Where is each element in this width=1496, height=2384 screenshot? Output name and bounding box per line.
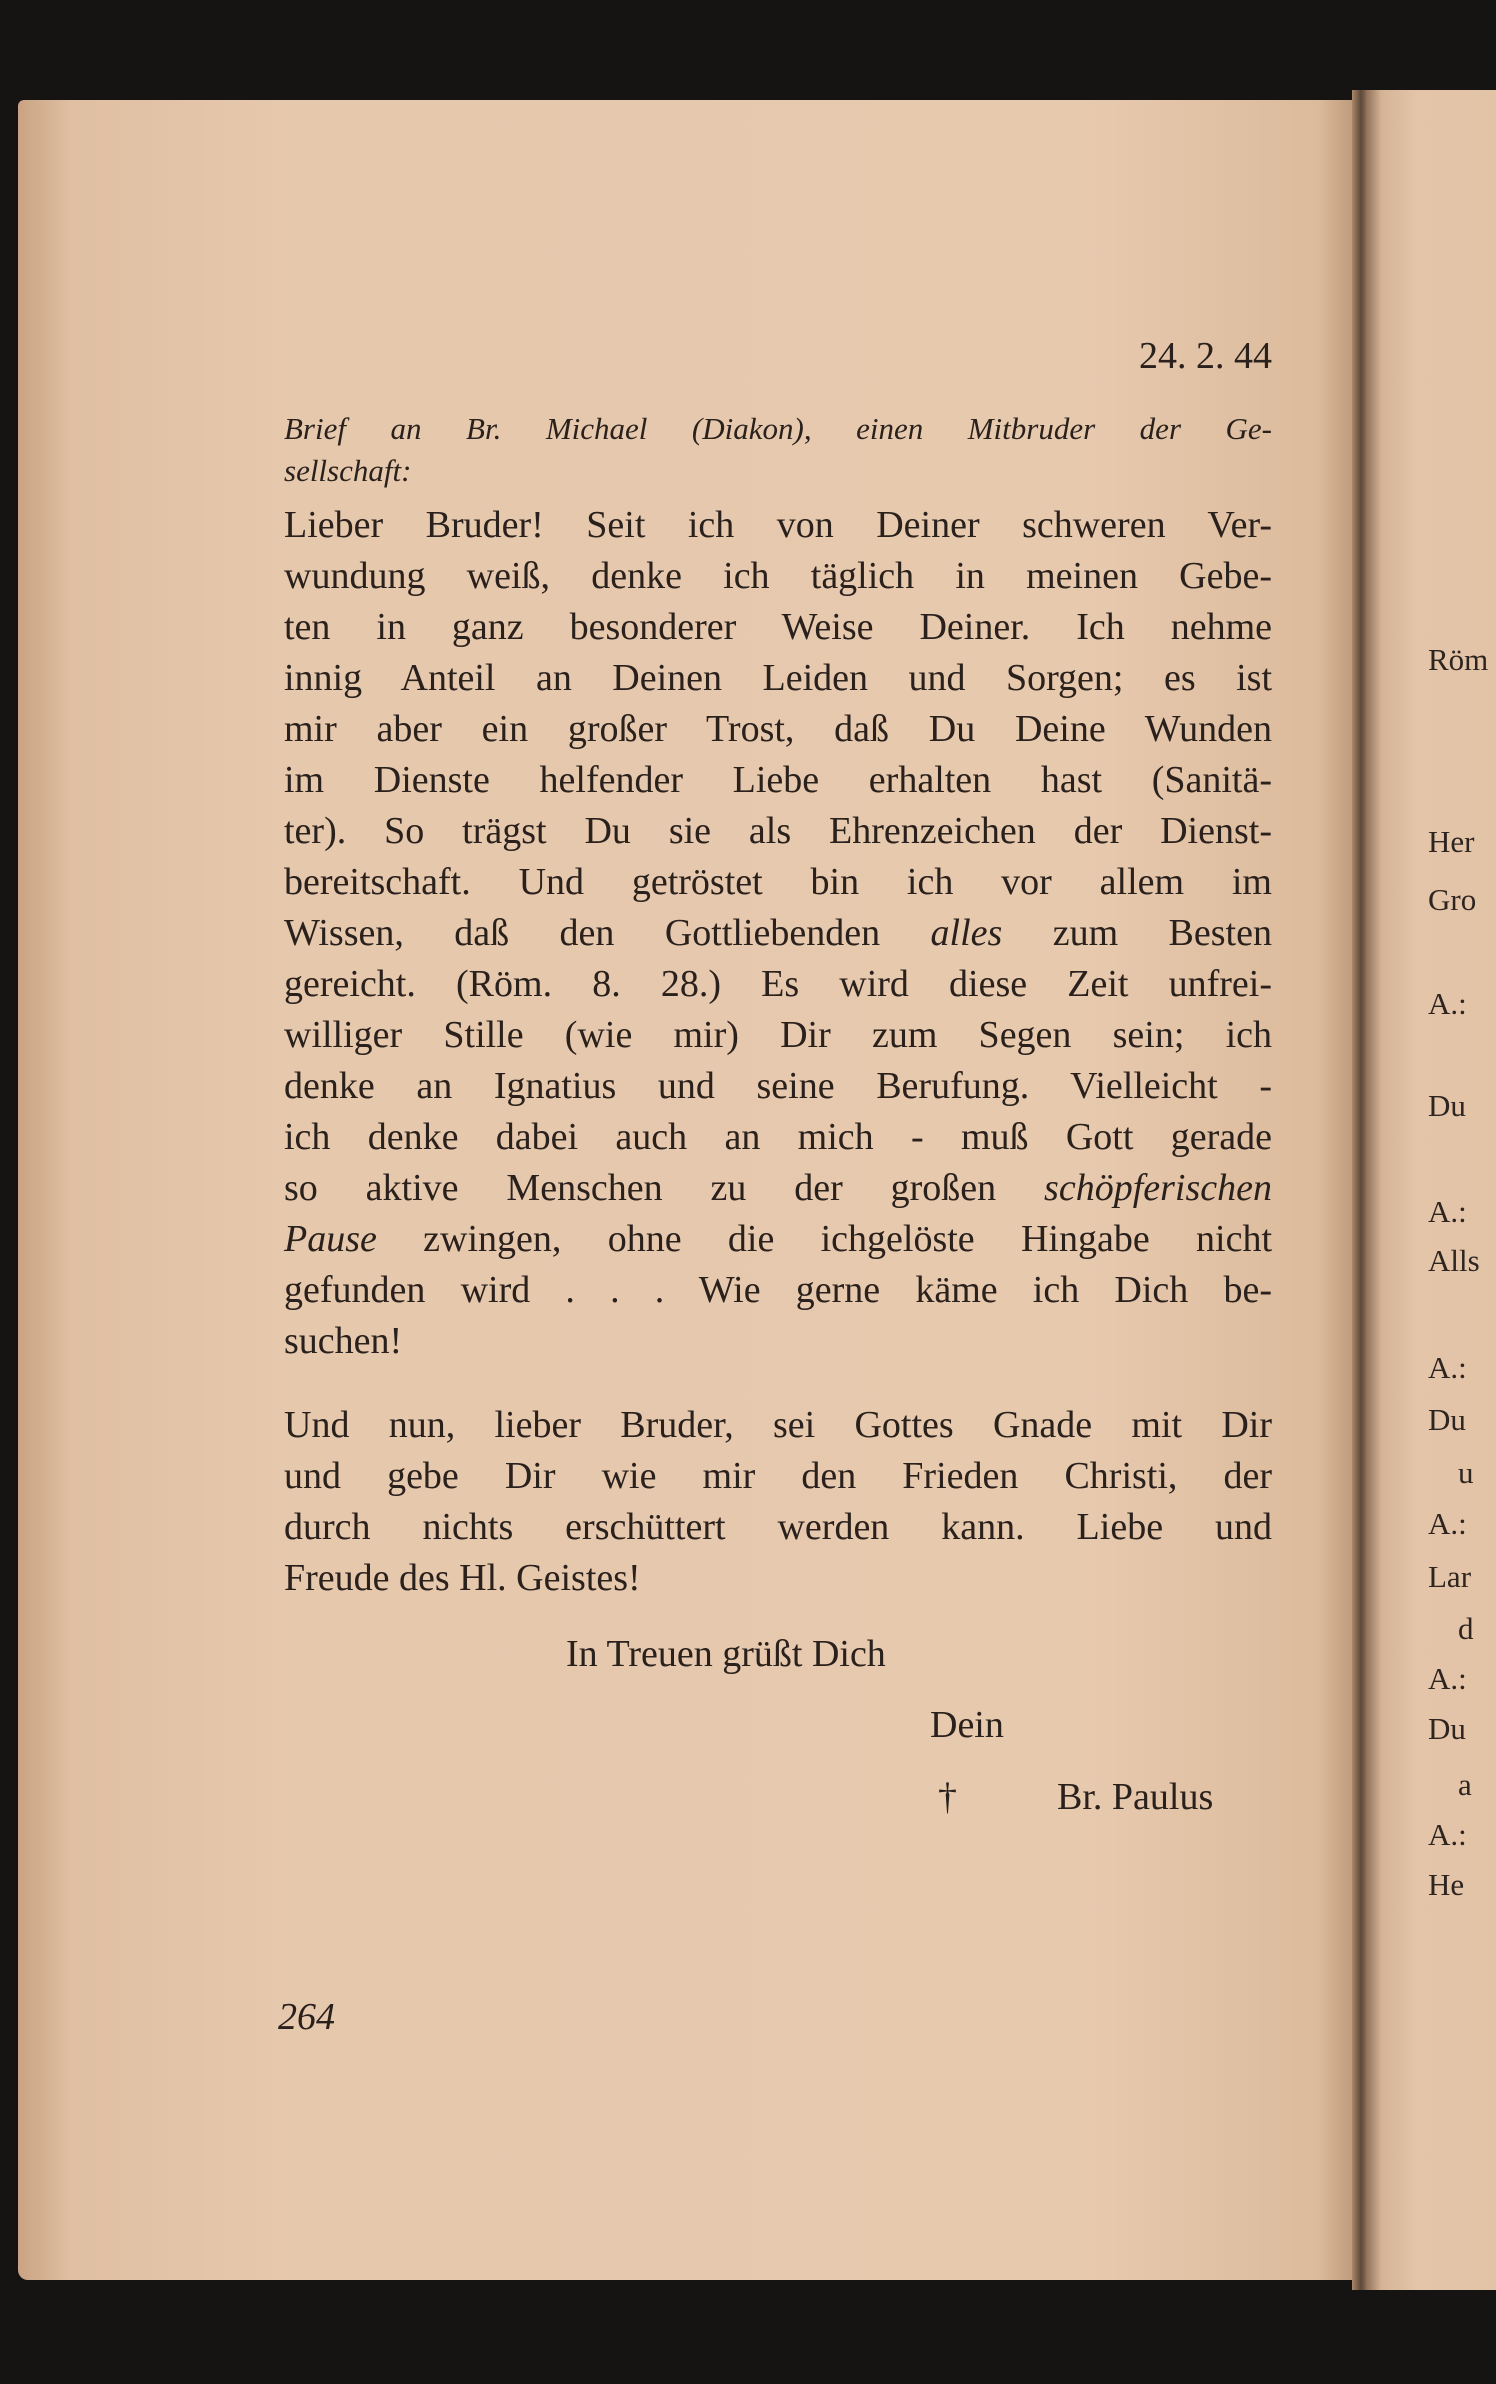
facing-page-fragment: Du: [1428, 1402, 1466, 1437]
text-segment: Und nun, lieber Bruder, sei Gottes Gnade mit Dir: [284, 1404, 1272, 1446]
text-segment: wundung weiß, denke ich täglich in meinen Gebe-: [284, 555, 1272, 597]
text-segment: bereitschaft. Und getröstet bin ich vor allem im: [284, 861, 1272, 903]
facing-page-fragment: Her: [1428, 824, 1475, 859]
facing-page-fragment: A.:: [1428, 1817, 1467, 1852]
text-segment: mir aber ein großer Trost, daß Du Deine Wunden: [284, 708, 1272, 750]
text-line: [284, 500, 1272, 551]
heading-line: sellschaft:: [284, 453, 412, 488]
text-line: [284, 1400, 1272, 1451]
text-segment: im Dienste helfender Liebe erhalten hast (Sanitä-: [284, 759, 1272, 801]
text-line: [284, 704, 1272, 755]
letter-date: 24. 2. 44: [1139, 335, 1272, 377]
facing-page-fragment: A.:: [1428, 1350, 1467, 1385]
closing-dein: Dein: [930, 1704, 1004, 1746]
text-segment: denke an Ignatius und seine Berufung. Vielleicht -: [284, 1065, 1272, 1107]
facing-page-fragment: Du: [1428, 1711, 1466, 1746]
facing-page-fragment: Lar: [1428, 1559, 1472, 1594]
cross-symbol: †: [938, 1776, 957, 1818]
letter-heading: [284, 408, 1272, 492]
text-segment: zwingen, ohne die ichgelöste Hingabe nicht: [376, 1218, 1272, 1260]
text-line: [284, 1502, 1272, 1553]
text-line: [284, 908, 1272, 959]
text-segment: so aktive Menschen zu der großen: [284, 1167, 1045, 1209]
heading-line: Brief an Br. Michael (Diakon), einen Mitbruder der Ge-: [284, 411, 1272, 446]
facing-page-fragment: Röm: [1428, 642, 1489, 677]
facing-page-fragment: d: [1458, 1611, 1474, 1646]
text-segment: gereicht. (Röm. 8. 28.) Es wird diese Zeit unfrei-: [284, 963, 1272, 1005]
facing-page-fragment: Du: [1428, 1088, 1466, 1123]
paragraph-1: [284, 500, 1272, 1367]
text-line: [284, 1010, 1272, 1061]
page-number: 264: [278, 1996, 335, 2038]
text-segment: zum Besten: [1002, 912, 1272, 954]
text-line: [284, 1316, 1272, 1367]
text-line: [284, 959, 1272, 1010]
italic-text: schöpferischen: [1044, 1167, 1272, 1209]
text-line: [284, 551, 1272, 602]
text-segment: innig Anteil an Deinen Leiden und Sorgen; es ist: [284, 657, 1272, 699]
text-line: [284, 755, 1272, 806]
facing-page-fragment: A.:: [1428, 1194, 1467, 1229]
text-segment: ten in ganz besonderer Weise Deiner. Ich nehme: [284, 606, 1272, 648]
closing-greeting: In Treuen grüßt Dich: [566, 1633, 886, 1675]
text-line: [284, 1265, 1272, 1316]
facing-page-fragment: a: [1458, 1767, 1472, 1802]
facing-page-fragment: u: [1458, 1455, 1474, 1490]
text-segment: ter). So trägst Du sie als Ehrenzeichen der Dienst-: [284, 810, 1272, 852]
text-segment: durch nichts erschüttert werden kann. Liebe und: [284, 1506, 1272, 1548]
facing-page-fragment: He: [1428, 1867, 1465, 1902]
facing-page-fragment: A.:: [1428, 986, 1467, 1021]
text-line: [284, 806, 1272, 857]
text-line: [284, 1112, 1272, 1163]
signature: Br. Paulus: [1057, 1776, 1214, 1818]
text-line: [284, 602, 1272, 653]
text-segment: Lieber Bruder! Seit ich von Deiner schweren Ver-: [284, 504, 1272, 546]
facing-page-fragment: Gro: [1428, 882, 1477, 917]
facing-page-fragment: A.:: [1428, 1661, 1467, 1696]
italic-text: alles: [930, 912, 1003, 954]
text-line: [284, 1163, 1272, 1214]
text-segment: und gebe Dir wie mir den Frieden Christi, der: [284, 1455, 1272, 1497]
italic-text: Pause: [284, 1218, 377, 1260]
text-segment: williger Stille (wie mir) Dir zum Segen sein; ich: [284, 1014, 1272, 1056]
text-line: [284, 1451, 1272, 1502]
text-segment: ich denke dabei auch an mich - muß Gott gerade: [284, 1116, 1272, 1158]
facing-page-fragment: Alls: [1428, 1243, 1480, 1278]
text-line: [284, 1061, 1272, 1112]
text-line: [284, 1553, 1272, 1604]
text-line: [284, 1214, 1272, 1265]
facing-page-fragment: A.:: [1428, 1506, 1467, 1541]
right-book-page: [1366, 90, 1496, 2290]
text-line: [284, 857, 1272, 908]
text-segment: suchen!: [284, 1320, 403, 1362]
text-segment: Wissen, daß den Gottliebenden: [284, 912, 931, 954]
paragraph-2: [284, 1400, 1272, 1604]
text-segment: Freude des Hl. Geistes!: [284, 1557, 641, 1599]
text-segment: gefunden wird . . . Wie gerne käme ich Dich be-: [284, 1269, 1272, 1311]
text-line: [284, 653, 1272, 704]
